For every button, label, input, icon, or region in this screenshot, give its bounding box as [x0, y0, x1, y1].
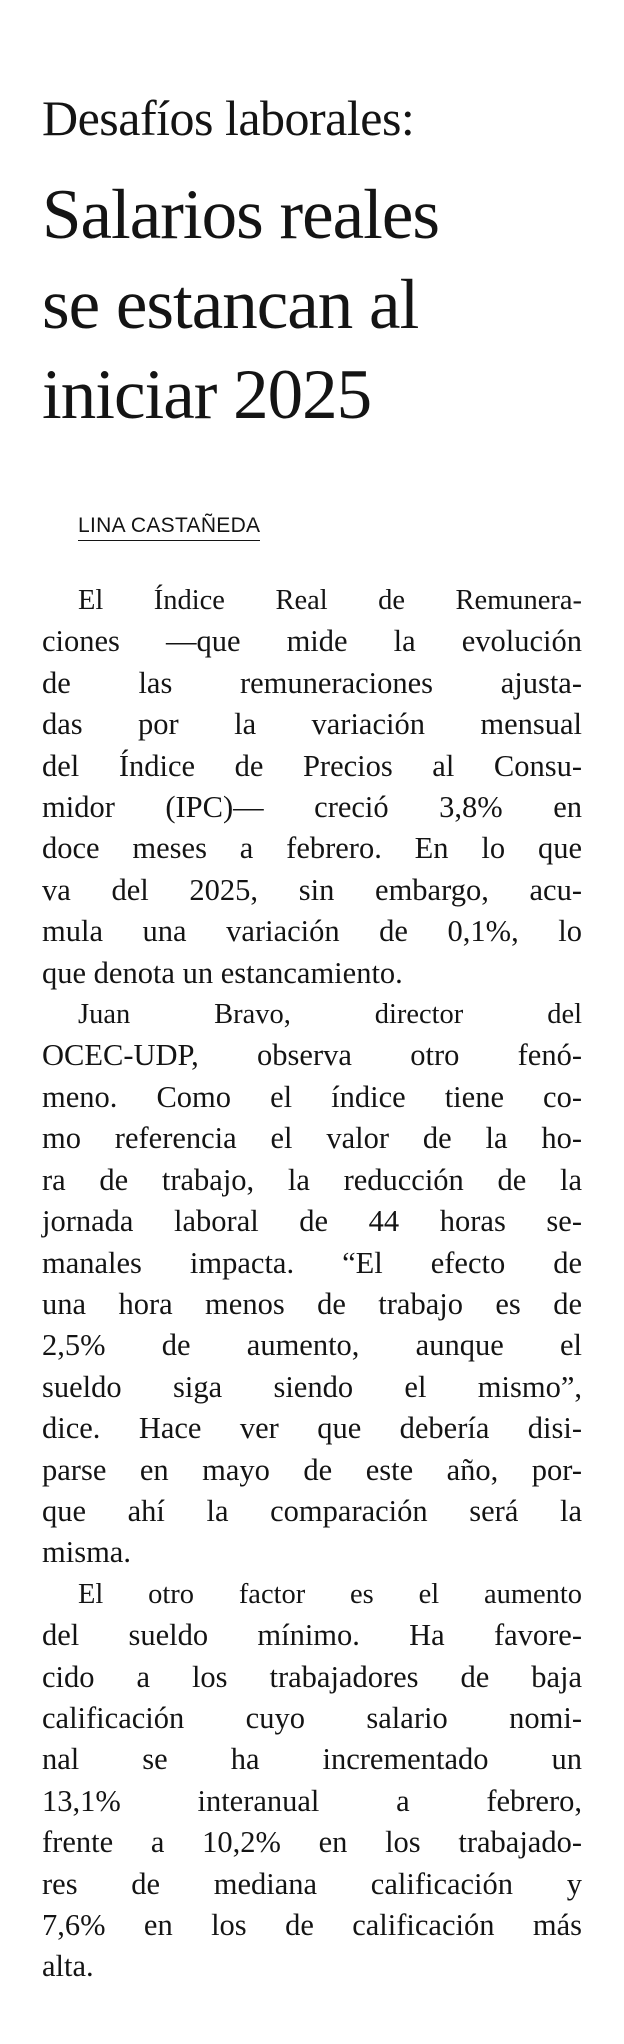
article-body [42, 580, 582, 1988]
paragraph-line: nal se ha incrementado un [42, 1742, 582, 1777]
paragraph-line: que ahí la comparación será la [42, 1493, 582, 1528]
headline-line: se estancan al [42, 266, 419, 344]
paragraph-line: 13,1% interanual a febrero, [42, 1783, 582, 1818]
paragraph-line: ra de trabajo, la reducción de la [42, 1162, 582, 1197]
headline-line: iniciar 2025 [42, 356, 372, 434]
paragraph-line: cido a los trabajadores de baja [42, 1659, 582, 1694]
article-paragraph [42, 1574, 582, 1988]
paragraph-line: OCEC-UDP, observa otro fenó- [42, 1038, 582, 1073]
paragraph-line: del sueldo mínimo. Ha favore- [42, 1618, 582, 1653]
paragraph-line: de las remuneraciones ajusta- [42, 665, 582, 700]
paragraph-line: El otro factor es el aumento [78, 1578, 582, 1610]
paragraph-line: 7,6% en los de calificación más [42, 1908, 582, 1942]
paragraph-line: Juan Bravo, director del [78, 999, 582, 1031]
paragraph-line: una hora menos de trabajo es de [42, 1286, 582, 1321]
paragraph-line: dice. Hace ver que debería disi- [42, 1411, 582, 1446]
paragraph-line: sueldo siga siendo el mismo”, [42, 1369, 582, 1404]
article-byline: LINA CASTAÑEDA [78, 513, 260, 541]
paragraph-line: calificación cuyo salario nomi- [42, 1700, 582, 1735]
paragraph-line: alta. [42, 1949, 94, 1984]
paragraph-line: va del 2025, sin embargo, acu- [42, 872, 582, 907]
paragraph-line: ciones —que mide la evolución [42, 624, 582, 659]
paragraph-line: misma. [42, 1535, 131, 1570]
paragraph-line: manales impacta. “El efecto de [42, 1245, 582, 1280]
headline-line: Salarios reales [42, 176, 440, 254]
paragraph-line: midor (IPC)— creció 3,8% en [42, 790, 582, 825]
article-paragraph [42, 580, 582, 994]
paragraph-line: mula una variación de 0,1%, lo [42, 914, 582, 949]
paragraph-line: mo referencia el valor de la ho- [42, 1121, 582, 1156]
article-headline [42, 170, 439, 440]
paragraph-line: doce meses a febrero. En lo que [42, 831, 582, 866]
paragraph-line: das por la variación mensual [42, 707, 582, 742]
paragraph-line: jornada laboral de 44 horas se- [42, 1204, 582, 1239]
paragraph-line: parse en mayo de este año, por- [42, 1452, 582, 1487]
paragraph-line: res de mediana calificación y [42, 1866, 582, 1901]
article-paragraph [42, 994, 582, 1574]
paragraph-line: del Índice de Precios al Consu- [42, 748, 582, 783]
paragraph-line: meno. Como el índice tiene co- [42, 1079, 582, 1114]
paragraph-line: frente a 10,2% en los trabajado- [42, 1825, 582, 1860]
paragraph-line: 2,5% de aumento, aunque el [42, 1328, 582, 1363]
paragraph-line: El Índice Real de Remunera- [78, 585, 582, 616]
paragraph-line: que denota un estancamiento. [42, 955, 403, 990]
article-kicker: Desafíos laborales: [42, 90, 415, 146]
